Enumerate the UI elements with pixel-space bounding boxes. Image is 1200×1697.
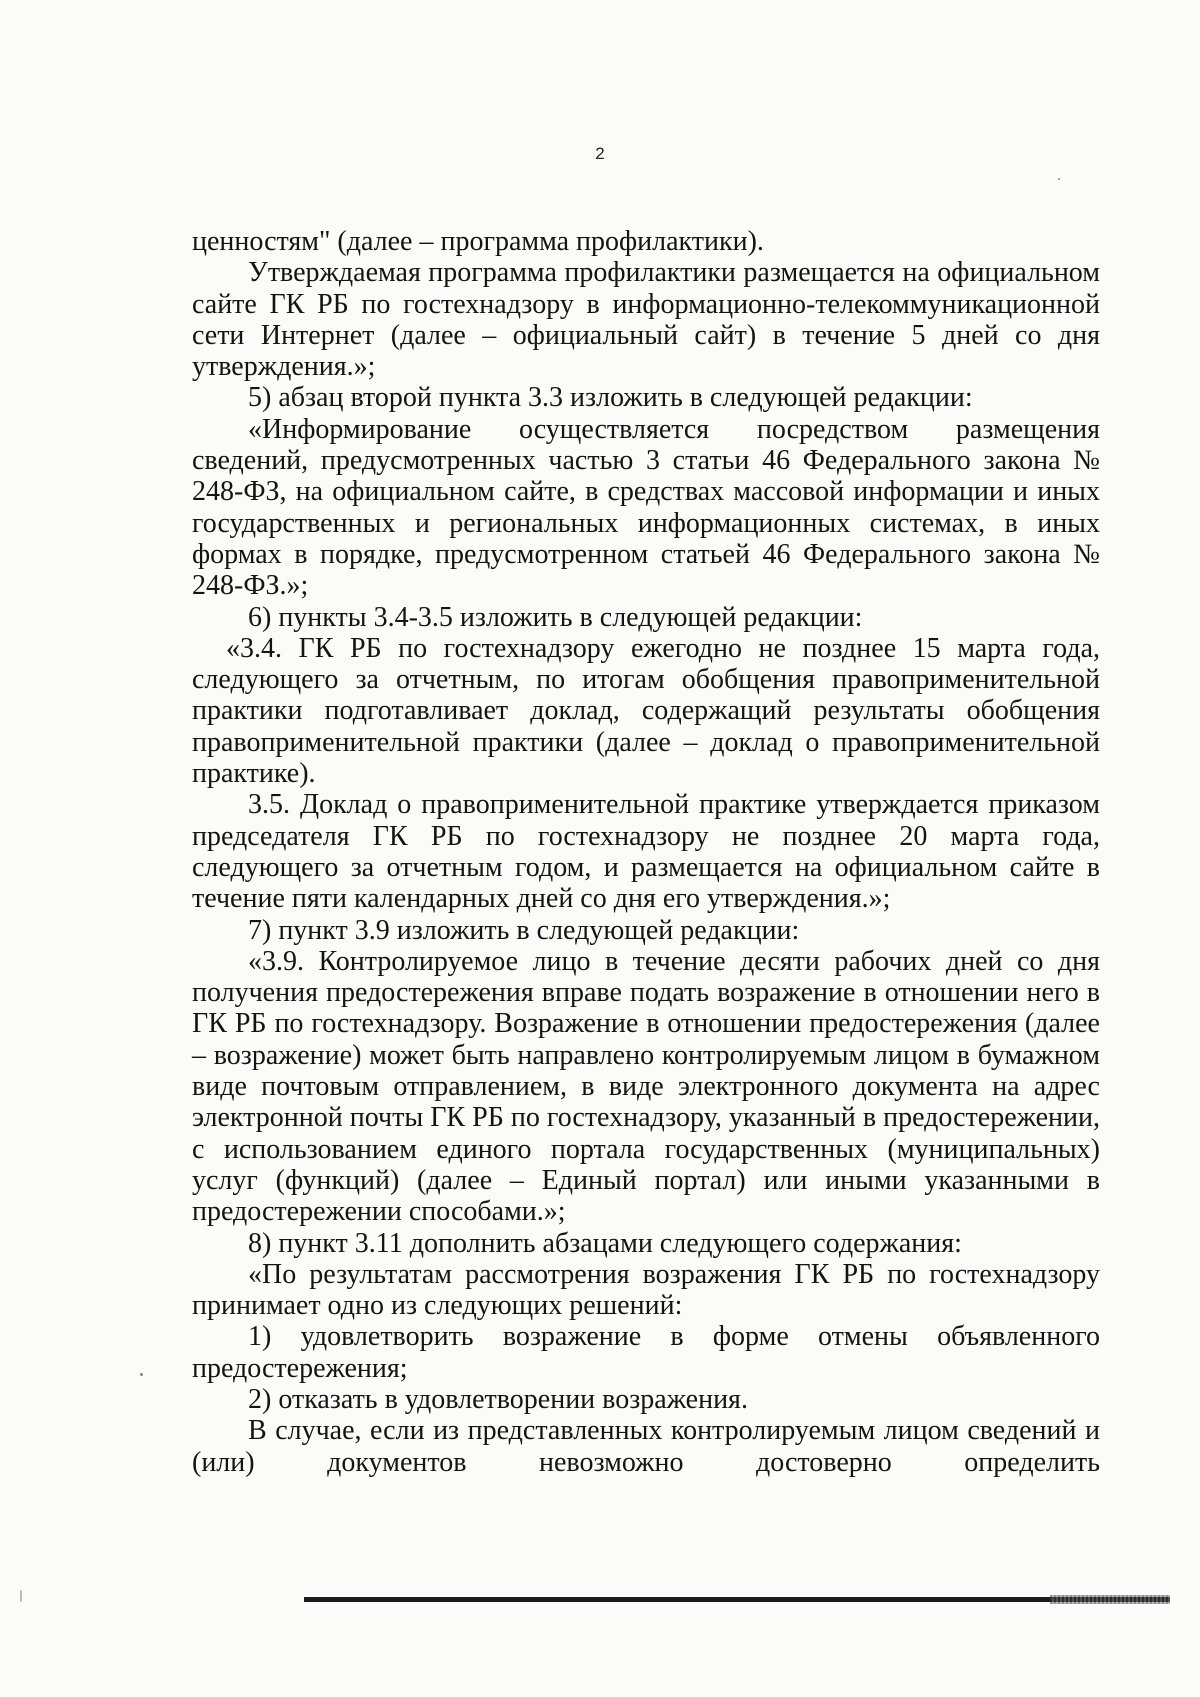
page-number: 2 (595, 144, 605, 163)
paragraph-3-4: «3.4. ГК РБ по гостехнадзору ежегодно не позднее 15 марта года, следующего за отчетным, по итогам обобщения правоприменительной практики подготавливает доклад, содержащий результаты обобщения правоприменительной практики (далее – доклад о правоприменительной практике). (192, 632, 1100, 790)
paragraph-3-5: 3.5. Доклад о правоприменительной практике утверждается приказом председателя ГК РБ по гостехнадзору не позднее 20 марта года, следующего за отчетным годом, и размещается на официальном сайте в течение пяти календарных дней со дня его утверждения.»; (192, 789, 1100, 915)
bottom-rule (304, 1597, 1170, 1602)
paragraph-3-9: «3.9. Контролируемое лицо в течение десяти рабочих дней со дня получения предостережения вправе подать возражение в отношении него в ГК РБ по гостехнадзору. Возражение в отношении предостережения (далее – возражение) может быть направлено контролируемым лицом в бумажном виде почтовым отправлением, в виде электронного документа на адрес электронной почты ГК РБ по гостехнадзору, указанный в предостережении, с использованием единого портала государственных (муниципальных) услуг (функций) (далее – Единый портал) или иными указанными в предостережении способами.»; (192, 945, 1100, 1228)
paragraph-item-7: 7) пункт 3.9 изложить в следующей редакции: (248, 914, 800, 946)
paragraph-program-placement: Утверждаемая программа профилактики размещается на официальном сайте ГК РБ по гостехнадзору в информационно-телекоммуникационной сети Интернет (далее – официальный сайт) в течение 5 дней со дня утверждения.»; (192, 257, 1100, 383)
paragraph-item-6: 6) пункты 3.4-3.5 изложить в следующей редакции: (248, 601, 863, 633)
scan-speck (1058, 178, 1060, 180)
paragraph-decision-1: 1) удовлетворить возражение в форме отмены объявленного предостережения; (192, 1321, 1100, 1384)
paragraph-informing: «Информирование осуществляется посредством размещения сведений, предусмотренных частью 3 статьи 46 Федерального закона № 248-ФЗ, на официальном сайте, в средствах массовой информации и иных государственных и региональных информационных системах, в иных формах в порядке, предусмотренном статьей 46 Федерального закона № 248-ФЗ.»; (192, 413, 1100, 602)
paragraph-continuation: ценностям" (далее – программа профилактики). (192, 226, 764, 257)
paragraph-objection-results: «По результатам рассмотрения возражения ГК РБ по гостехнадзору принимает одно из следующих решений: (192, 1258, 1100, 1322)
paragraph-case-if: В случае, если из представленных контролируемым лицом сведений и (или) документов невозможно достоверно определить (192, 1415, 1100, 1478)
paragraph-item-5: 5) абзац второй пункта 3.3 изложить в следующей редакции: (248, 382, 973, 414)
scan-mark (20, 1590, 22, 1602)
scan-speck (140, 1373, 143, 1376)
paragraph-item-8: 8) пункт 3.11 дополнить абзацами следующего содержания: (248, 1227, 962, 1259)
document-body (192, 226, 1100, 1478)
bottom-rule-scan-edge (1050, 1595, 1170, 1604)
paragraph-decision-2: 2) отказать в удовлетворении возражения. (248, 1383, 748, 1415)
